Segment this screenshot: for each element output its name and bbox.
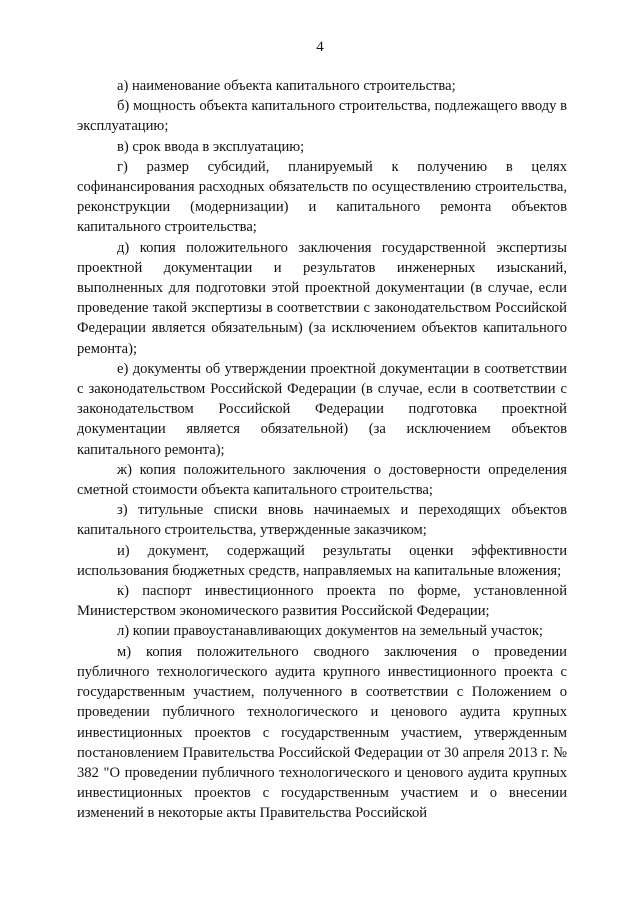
list-item-z: з) титульные списки вновь начинаемых и переходящих объектов капитального строительства, утвержденные заказчиком; <box>77 502 567 539</box>
list-item-g: г) размер субсидий, планируемый к получению в целях софинансирования расходных обязательств по осуществлению строительства, реконструкции (модернизации) и капитального ремонта объектов капитального строительства; <box>77 158 567 236</box>
list-item-k: к) паспорт инвестиционного проекта по форме, установленной Министерством экономического развития Российской Федерации; <box>77 583 567 620</box>
list-item-i: и) документ, содержащий результаты оценки эффективности использования бюджетных средств, направляемых на капитальные вложения; <box>77 542 567 579</box>
list-item-a: а) наименование объекта капитального строительства; <box>117 78 456 94</box>
list-item-e: е) документы об утверждении проектной документации в соответствии с законодательством Российской Федерации (в случае, если в соответствии с законодательством Российской Федерации подготовка проектной документации является обязательной) (за исключением объектов капитального ремонта); <box>77 360 567 458</box>
list-item-l: л) копии правоустанавливающих документов на земельный участок; <box>117 623 543 640</box>
list-item-b: б) мощность объекта капитального строительства, подлежащего вводу в эксплуатацию; <box>77 98 567 135</box>
list-item-zh: ж) копия положительного заключения о достоверности определения сметной стоимости объекта капитального строительства; <box>77 461 567 499</box>
list-item-m: м) копия положительного сводного заключения о проведении публичного технологического аудита крупного инвестиционного проекта с государственным участием, полученного в соответствии с Положением о проведении публичного технологического и ценового аудита крупных инвестиционных проектов с государственным участием, утвержденным постановлением Правительства Российской Федерации от 30 апреля 2013 г. № 382 "О проведении публичного технологического и ценового аудита крупных инвестиционных проектов с государственным участием и о внесении изменений в некоторые акты Правительства Российской <box>77 643 567 822</box>
page-number: 4 <box>316 39 324 55</box>
list-item-v: в) срок ввода в эксплуатацию; <box>117 138 305 155</box>
document-body <box>77 76 567 824</box>
list-item-d: д) копия положительного заключения государственной экспертизы проектной документации и результатов инженерных изысканий, выполненных для подготовки этой проектной документации (в случае, если проведение такой экспертизы в соответствии с законодательством Российской Федерации является обязательным) (за исключением объектов капитального ремонта); <box>77 239 567 357</box>
